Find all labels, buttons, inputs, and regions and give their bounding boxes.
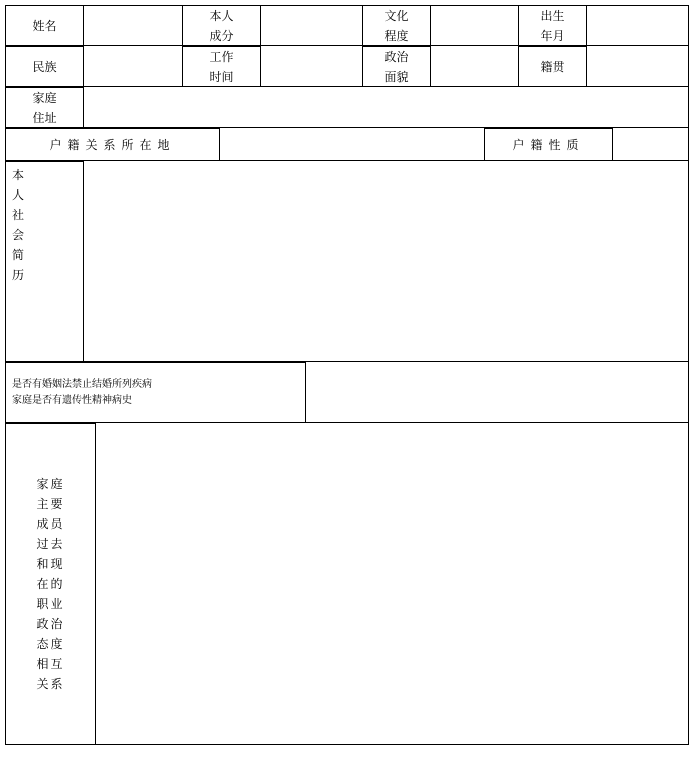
resume-field[interactable]	[84, 161, 689, 363]
political-label: 政治 面貌	[363, 46, 431, 88]
name-field[interactable]	[84, 6, 183, 47]
household-location-field[interactable]	[220, 128, 485, 162]
native-place-field[interactable]	[587, 46, 689, 88]
native-place-label: 籍贯	[519, 46, 587, 88]
disease-field[interactable]	[306, 362, 689, 424]
disease-label-line2: 家庭是否有遗传性精神病史	[12, 394, 132, 406]
political-field[interactable]	[431, 46, 519, 88]
disease-label	[6, 362, 306, 424]
resume-label: 本人社会简历	[6, 161, 84, 363]
birth-field[interactable]	[587, 6, 689, 47]
ethnicity-field[interactable]	[84, 46, 183, 88]
form-row-resume	[5, 160, 689, 363]
ethnicity-label: 民族	[6, 46, 84, 88]
work-time-field[interactable]	[261, 46, 363, 88]
household-type-field[interactable]	[613, 128, 689, 162]
work-time-label: 工作 时间	[183, 46, 261, 88]
form-row-health	[5, 361, 689, 424]
name-label: 姓名	[6, 6, 84, 47]
form-row-household	[5, 127, 689, 162]
household-location-label: 户籍关系所在地	[6, 128, 220, 162]
address-label: 家庭 住址	[6, 87, 84, 129]
education-label: 文化 程度	[363, 6, 431, 47]
form-row-family	[5, 422, 689, 745]
education-field[interactable]	[431, 6, 519, 47]
household-type-label: 户籍性质	[485, 128, 613, 162]
form-row-basic-1	[5, 5, 689, 47]
composition-label: 本人 成分	[183, 6, 261, 47]
birth-label: 出生 年月	[519, 6, 587, 47]
family-label: 家庭主要成员过去和现在的职业政治态度相互关系	[6, 423, 96, 745]
family-field[interactable]	[96, 423, 689, 745]
composition-field[interactable]	[261, 6, 363, 47]
disease-label-line1: 是否有婚姻法禁止结婚所列疾病	[12, 378, 152, 390]
form-row-basic-2	[5, 45, 689, 88]
address-field[interactable]	[84, 87, 689, 129]
form-row-address	[5, 86, 689, 129]
